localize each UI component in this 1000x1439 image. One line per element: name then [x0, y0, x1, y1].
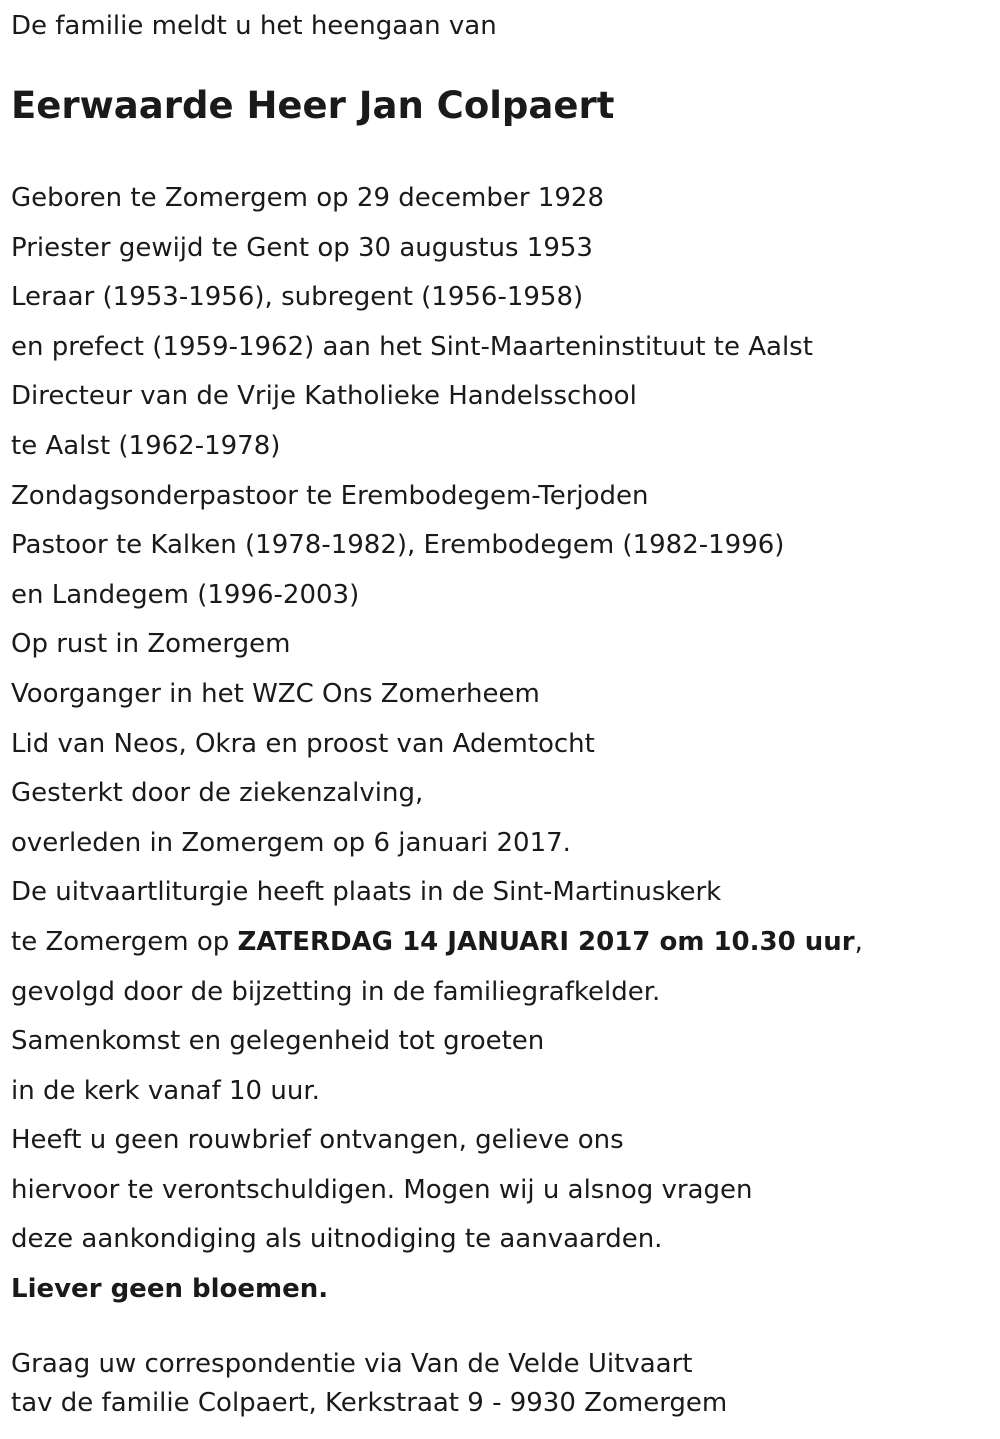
intro-text: De familie meldt u het heengaan van	[11, 11, 497, 41]
correspondence-address: tav de familie Colpaert, Kerkstraat 9 - 9930 Zomergem	[11, 1388, 728, 1418]
notice-line: hiervoor te verontschuldigen. Mogen wij u alsnog vragen	[11, 1174, 753, 1205]
biography-line: De uitvaartliturgie heeft plaats in de Sint-Martinuskerk	[11, 877, 722, 908]
no-flowers-note: Liever geen bloemen.	[11, 1274, 329, 1305]
biography-line: Zondagsonderpastoor te Erembodegem-Terjoden	[11, 480, 649, 511]
biography	[11, 174, 863, 1315]
correspondence-block	[11, 1345, 727, 1423]
biography-line: en prefect (1959-1962) aan het Sint-Maarteninstituut te Aalst	[11, 331, 813, 362]
biography-line: te Aalst (1962-1978)	[11, 430, 281, 461]
biography-line: Geboren te Zomergem op 29 december 1928	[11, 183, 604, 213]
funeral-line-prefix: te Zomergem op	[11, 926, 238, 957]
biography-line: Lid van Neos, Okra en proost van Ademtocht	[11, 728, 595, 759]
biography-line: Voorganger in het WZC Ons Zomerheem	[11, 678, 540, 709]
notice-line: Samenkomst en gelegenheid tot groeten	[11, 1026, 545, 1057]
correspondence-line: Graag uw correspondentie via Van de Velde Uitvaart	[11, 1349, 693, 1379]
deceased-name: Eerwaarde Heer Jan Colpaert	[11, 84, 615, 127]
biography-line: Directeur van de Vrije Katholieke Handelsschool	[11, 381, 637, 412]
biography-line: Priester gewijd te Gent op 30 augustus 1953	[11, 232, 593, 263]
notice-line: in de kerk vanaf 10 uur.	[11, 1075, 320, 1106]
notice-line: deze aankondiging als uitnodiging te aanvaarden.	[11, 1224, 663, 1255]
biography-line: Op rust in Zomergem	[11, 629, 291, 660]
funeral-line-suffix: ,	[854, 926, 863, 957]
funeral-date-line	[11, 918, 863, 968]
funeral-date-emphasis: ZATERDAG 14 JANUARI 2017 om 10.30 uur	[237, 926, 855, 957]
biography-line: Pastoor te Kalken (1978-1982), Erembodegem (1982-1996)	[11, 530, 785, 561]
biography-line: Leraar (1953-1956), subregent (1956-1958)	[11, 282, 584, 313]
notice-line: gevolgd door de bijzetting in de familiegrafkelder.	[11, 976, 661, 1007]
biography-line: overleden in Zomergem op 6 januari 2017.	[11, 827, 571, 858]
biography-line: Gesterkt door de ziekenzalving,	[11, 778, 424, 809]
biography-line: en Landegem (1996-2003)	[11, 579, 360, 610]
notice-line: Heeft u geen rouwbrief ontvangen, gelieve ons	[11, 1125, 624, 1156]
